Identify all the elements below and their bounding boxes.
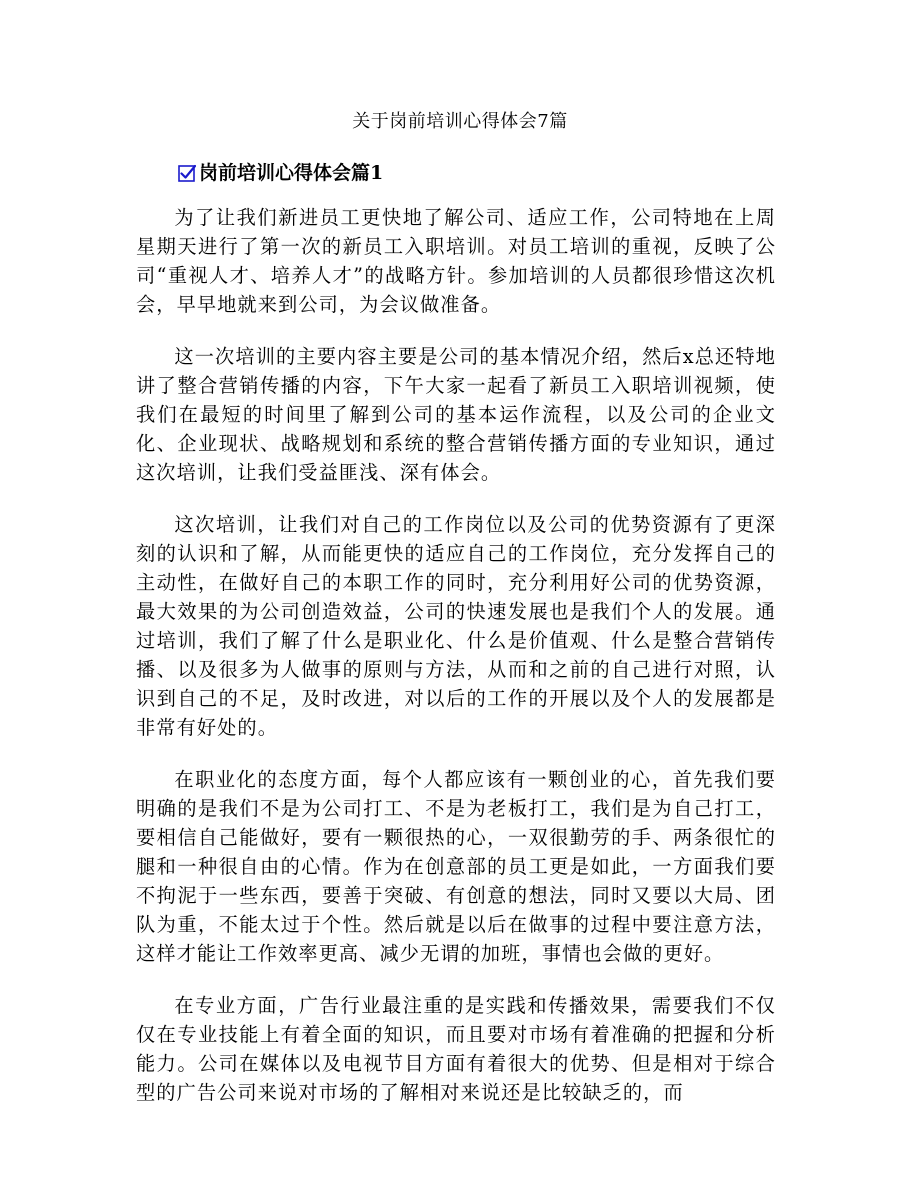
paragraph-4: 在职业化的态度方面，每个人都应该有一颗创业的心，首先我们要明确的是我们不是为公司打工、不是为老板打工，我们是为自己打工，要相信自己能做好，要有一颗很热的心，一双很勤劳的手、两条很忙的腿和一种很自由的心情。作为在创意部的员工更是如此，一方面我们要不拘泥于一些东西，要善于突破、有创意的想法，同时又要以大局、团队为重，不能太过于个性。然后就是以后在做事的过程中要注意方法，这样才能让工作效率更高、减少无谓的加班，事情也会做的更好。 — [136, 768, 776, 965]
paragraph-3: 这次培训，让我们对自己的工作岗位以及公司的优势资源有了更深刻的认识和了解，从而能更快的适应自己的工作岗位，充分发挥自己的主动性，在做好自己的本职工作的同时，充分利用好公司的优势资源，最大效果的为公司创造效益，公司的快速发展也是我们个人的发展。通过培训，我们了解了什么是职业化、什么是价值观、什么是整合营销传播、以及很多为人做事的原则与方法，从而和之前的自己进行对照，认识到自己的不足，及时改进，对以后的工作的开展以及个人的发展都是非常有好处的。 — [136, 513, 776, 739]
paragraph-5: 在专业方面，广告行业最注重的是实践和传播效果，需要我们不仅仅在专业技能上有着全面的知识，而且要对市场有着准确的把握和分析能力。公司在媒体以及电视节目方面有着很大的优势、但是相对于综合型的广告公司来说对市场的了解相对来说还是比较缺乏的，而 — [136, 994, 776, 1104]
section-heading — [178, 158, 383, 188]
section-heading-text: 岗前培训心得体会篇1 — [199, 162, 384, 184]
paragraph-1: 为了让我们新进员工更快地了解公司、适应工作，公司特地在上周星期天进行了第一次的新员工入职培训。对员工培训的重视，反映了公司“重视人才、培养人才”的战略方针。参加培训的人员都很珍惜这次机会，早早地就来到公司，为会议做准备。 — [136, 206, 776, 316]
checkbox-checked-icon — [178, 164, 196, 182]
document-title: 关于岗前培训心得体会7篇 — [352, 111, 568, 132]
paragraph-2: 这一次培训的主要内容主要是公司的基本情况介绍，然后x总还特地讲了整合营销传播的内容，下午大家一起看了新员工入职培训视频，使我们在最短的时间里了解到公司的基本运作流程，以及公司的企业文化、企业现状、战略规划和系统的整合营销传播方面的专业知识，通过这次培训，让我们受益匪浅、深有体会。 — [136, 345, 776, 484]
body-text — [136, 203, 776, 1130]
